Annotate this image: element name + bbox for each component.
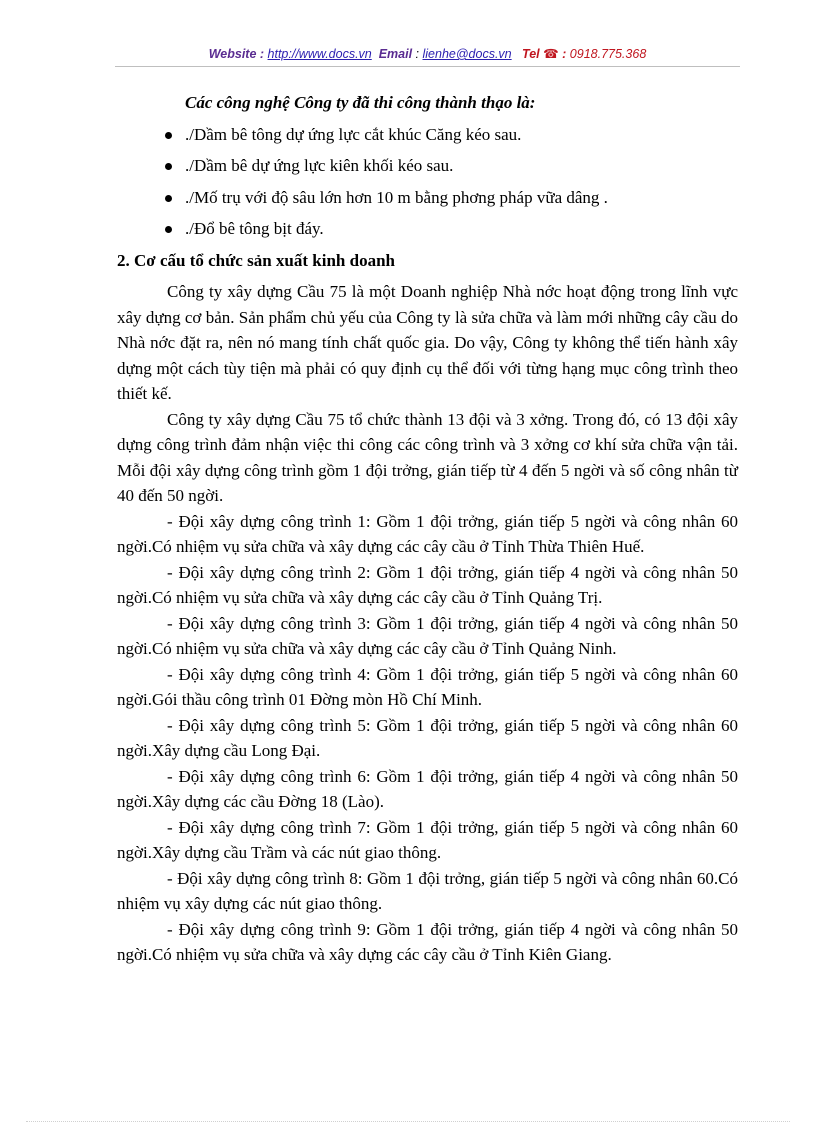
document-body [117, 90, 738, 968]
paragraph: Công ty xây dựng Cầu 75 tổ chức thành 13 đội và 3 xởng. Trong đó, có 13 đội xây dựng công trình đảm nhận việc thi công các công trình và 3 xởng cơ khí sửa chữa vận tải. Mỗi đội xây dựng công trình gồm 1 đội trởng, gián tiếp từ 4 đến 5 ngời và số công nhân từ 40 đến 50 ngời. [117, 409, 738, 505]
intro-heading: Các công nghệ Công ty đã thi công thành thạo là: [185, 93, 536, 112]
paragraph: - Đội xây dựng công trình 1: Gồm 1 đội trởng, gián tiếp 5 ngời và công nhân 60 ngời.Có nhiệm vụ sửa chữa và xây dựng các cây cầu ở Tỉnh Thừa Thiên Huế. [117, 511, 738, 556]
list-item: ./Dầm bê dự ứng lực kiên khối kéo sau. [117, 153, 738, 179]
bullet-icon [165, 163, 172, 170]
technology-list [117, 122, 738, 242]
header-divider [115, 66, 740, 67]
email-link[interactable]: lienhe@docs.vn [422, 47, 512, 61]
paragraph: - Đội xây dựng công trình 8: Gồm 1 đội trởng, gián tiếp 5 ngời và công nhân 60.Có nhiệm vụ xây dựng các nút giao thông. [117, 868, 738, 913]
paragraph: - Đội xây dựng công trình 9: Gồm 1 đội trởng, gián tiếp 4 ngời và công nhân 50 ngời.Có nhiệm vụ sửa chữa và xây dựng các cây cầu ở Tỉnh Kiên Giang. [117, 919, 738, 964]
section-title: 2. Cơ cấu tổ chức sản xuất kinh doanh [117, 250, 395, 270]
email-separator: : [412, 47, 423, 61]
bullet-icon [165, 226, 172, 233]
page-bottom-border [26, 1121, 790, 1122]
bullet-icon [165, 195, 172, 202]
paragraph: - Đội xây dựng công trình 7: Gồm 1 đội trởng, gián tiếp 5 ngời và công nhân 60 ngời.Xây dựng cầu Trầm và các nút giao thông. [117, 817, 738, 862]
paragraph: - Đội xây dựng công trình 2: Gồm 1 đội trởng, gián tiếp 4 ngời và công nhân 50 ngời.Có nhiệm vụ sửa chữa và xây dựng các cây cầu ở Tỉnh Quảng Trị. [117, 562, 738, 607]
website-link[interactable]: http://www.docs.vn [267, 47, 372, 61]
list-item: ./Dầm bê tông dự ứng lực cắt khúc Căng kéo sau. [117, 122, 738, 148]
paragraph: - Đội xây dựng công trình 4: Gồm 1 đội trởng, gián tiếp 5 ngời và công nhân 60 ngời.Gói thầu công trình 01 Đờng mòn Hồ Chí Minh. [117, 664, 738, 709]
tel-label: Tel ☎ : [522, 47, 567, 61]
list-item: ./Mố trụ với độ sâu lớn hơn 10 m bằng phơng pháp vữa dâng . [117, 185, 738, 211]
phone-number: 0918.775.368 [566, 47, 647, 61]
paragraph: - Đội xây dựng công trình 6: Gồm 1 đội trởng, gián tiếp 4 ngời và công nhân 50 ngời.Xây dựng các cầu Đờng 18 (Lào). [117, 766, 738, 811]
list-item: ./Đổ bê tông bịt đáy. [117, 216, 738, 242]
paragraph: - Đội xây dựng công trình 5: Gồm 1 đội trởng, gián tiếp 5 ngời và công nhân 60 ngời.Xây dựng cầu Long Đại. [117, 715, 738, 760]
bullet-icon [165, 132, 172, 139]
paragraph: Công ty xây dựng Cầu 75 là một Doanh nghiệp Nhà nớc hoạt động trong lĩnh vực xây dựng cơ bản. Sản phẩm chủ yếu của Công ty là sửa chữa và làm mới những cây cầu do Nhà nớc đặt ra, nên nó mang tính chất quốc gia. Do vậy, Công ty không thể tiến hành xây dựng một cách tùy tiện mà phải có quy định cụ thể đối với từng hạng mục công trình theo thiết kế. [117, 282, 738, 403]
website-label: Website : [208, 47, 268, 61]
page-header [115, 46, 740, 61]
email-label: Email [378, 47, 413, 61]
paragraph: - Đội xây dựng công trình 3: Gồm 1 đội trởng, gián tiếp 4 ngời và công nhân 50 ngời.Có nhiệm vụ sửa chữa và xây dựng các cây cầu ở Tỉnh Quảng Ninh. [117, 613, 738, 658]
